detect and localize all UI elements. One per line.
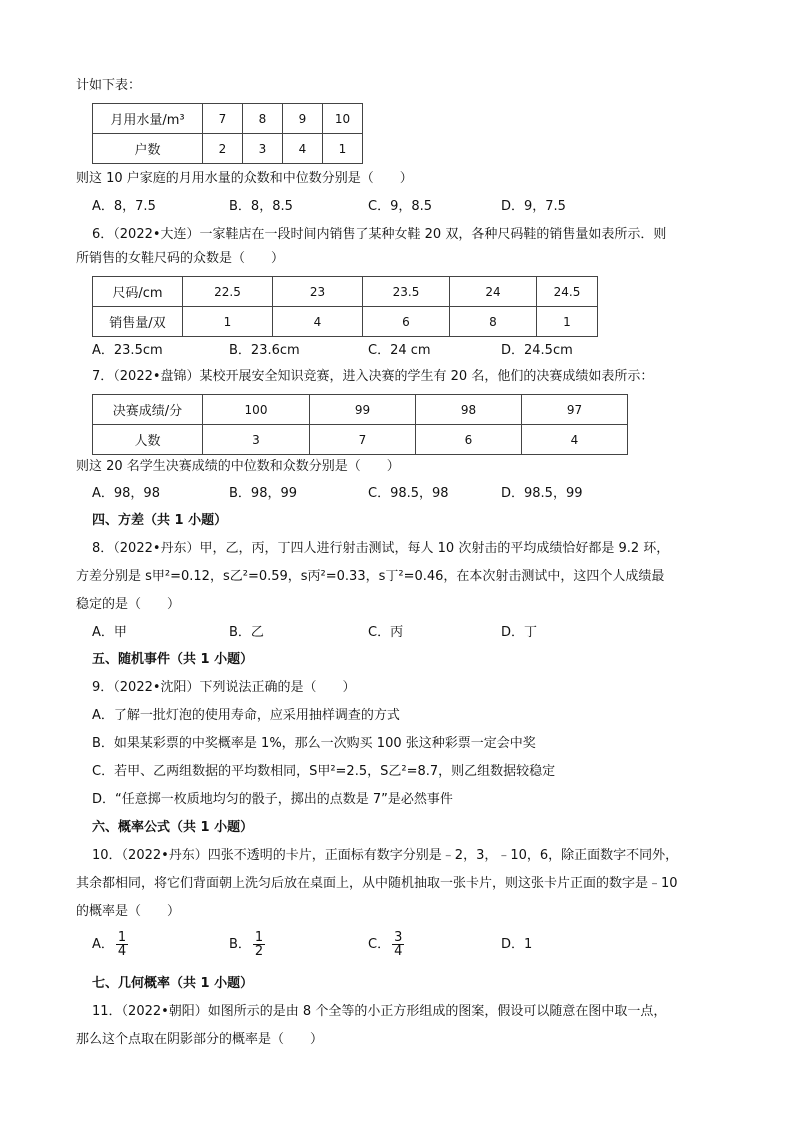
q8-option-c: C．丙 [368,625,404,640]
q10-option-c-label: C． [368,937,391,952]
table1-row-1: 2 [203,134,243,164]
q11-stem-2: 那么这个点取在阴影部分的概率是（ ） [76,1032,324,1047]
section-5-heading: 五、随机事件（共 1 小题） [92,652,254,667]
table1-header-2: 8 [243,104,283,134]
table3-header-3: 98 [416,395,522,425]
table1-header-0: 月用水量/m³ [93,104,203,134]
table1-row-4: 1 [323,134,363,164]
table3-row-2: 7 [310,425,416,455]
table3-row-3: 6 [416,425,522,455]
table2-header-1: 22.5 [183,277,273,307]
section-6-heading: 六、概率公式（共 1 小题） [92,820,254,835]
table2-row-0: 销售量/双 [93,307,183,337]
table2-row-2: 4 [273,307,363,337]
shoe-size-table [92,276,598,337]
q10-option-d: D．1 [501,937,533,952]
table1-header-3: 9 [283,104,323,134]
table2-row-4: 8 [450,307,537,337]
table2-header-2: 23 [273,277,363,307]
table3-row-4: 4 [522,425,628,455]
q10-option-c-fraction [392,931,404,958]
table1-row-3: 4 [283,134,323,164]
table2-header-5: 24.5 [537,277,598,307]
q10-option-c-denominator: 4 [394,944,403,959]
q9-stem: 9．（2022•沈阳）下列说法正确的是（ ） [92,680,356,695]
table2-row-3: 6 [363,307,450,337]
q5-option-d: D．9，7.5 [501,199,566,214]
q10-option-a-label: A． [92,937,114,952]
q10-option-a-fraction [116,931,128,958]
table2-header-0: 尺码/cm [93,277,183,307]
q7-option-b: B．98，99 [229,486,298,501]
table1-header-1: 7 [203,104,243,134]
q10-option-c [368,930,404,960]
q10-option-b-fraction [253,931,265,958]
table2-row-5: 1 [537,307,598,337]
table2-header-3: 23.5 [363,277,450,307]
q10-option-a-numerator: 1 [117,930,127,945]
q7-stem-1: 7．（2022•盘锦）某校开展安全知识竞赛，进入决赛的学生有 20 名，他们的决赛成绩如表所示： [92,369,654,384]
q10-stem-1: 10．（2022•丹东）四张不透明的卡片，正面标有数字分别是﹣2，3，﹣10，6，除正面数字不同外， [92,848,679,863]
q10-option-c-numerator: 3 [394,930,403,945]
table1-header-4: 10 [323,104,363,134]
q5-option-a: A．8，7.5 [92,199,156,214]
table2-row-1: 1 [183,307,273,337]
table3-header-1: 100 [203,395,310,425]
table1-row-2: 3 [243,134,283,164]
q7-stem-2: 则这 20 名学生决赛成绩的中位数和众数分别是（ ） [76,459,400,474]
water-usage-table [92,103,363,164]
q7-option-c: C．98.5，98 [368,486,449,501]
q8-option-a: A．甲 [92,625,127,640]
q10-stem-3: 的概率是（ ） [76,904,181,919]
intro-line: 计如下表： [76,78,142,93]
q8-stem-2: 方差分别是 s甲²=0.12，s乙²=0.59，s丙²=0.33，s丁²=0.46，在本次射击测试中，这四个人成绩最 [76,569,665,584]
q8-stem-3: 稳定的是（ ） [76,597,181,612]
q10-option-b-denominator: 2 [254,944,264,959]
q8-stem-1: 8．（2022•丹东）甲，乙，丙，丁四人进行射击测试，每人 10 次射击的平均成绩恰好都是 9.2 环， [92,541,670,556]
table2-header-4: 24 [450,277,537,307]
q11-stem-1: 11．（2022•朝阳）如图所示的是由 8 个全等的小正方形组成的图案，假设可以随意在图中取一点， [92,1004,667,1019]
q6-option-b: B．23.6cm [229,343,300,358]
q9-option-b: B．如果某彩票的中奖概率是 1%，那么一次购买 100 张这种彩票一定会中奖 [92,736,536,751]
q10-stem-2: 其余都相同，将它们背面朝上洗匀后放在桌面上，从中随机抽取一张卡片，则这张卡片正面的数字是﹣10 [76,876,678,891]
q6-option-c: C．24 cm [368,343,431,358]
q6-option-d: D．24.5cm [501,343,573,358]
table3-header-4: 97 [522,395,628,425]
q6-stem-1: 6．（2022•大连）一家鞋店在一段时间内销售了某种女鞋 20 双，各种尺码鞋的销售量如表所示．则 [92,227,667,242]
q9-option-d: D．“任意掷一枚质地均匀的骰子，掷出的点数是 7”是必然事件 [92,792,453,807]
table3-header-0: 决赛成绩/分 [93,395,203,425]
q10-option-a [92,930,128,960]
section-7-heading: 七、几何概率（共 1 小题） [92,976,254,991]
q10-option-b-numerator: 1 [254,930,264,945]
table3-row-0: 人数 [93,425,203,455]
final-score-table [92,394,628,455]
q9-option-c: C．若甲、乙两组数据的平均数相同，S甲²=2.5，S乙²=8.7，则乙组数据较稳定 [92,764,556,779]
q9-option-a: A．了解一批灯泡的使用寿命，应采用抽样调查的方式 [92,708,400,723]
q10-option-a-denominator: 4 [117,944,127,959]
section-4-heading: 四、方差（共 1 小题） [92,513,228,528]
q8-option-d: D．丁 [501,625,538,640]
q5-stem: 则这 10 户家庭的月用水量的众数和中位数分别是（ ） [76,171,413,186]
q8-option-b: B．乙 [229,625,264,640]
q5-option-c: C．9，8.5 [368,199,433,214]
table1-row-0: 户数 [93,134,203,164]
q10-option-b-label: B． [229,937,251,952]
table3-row-1: 3 [203,425,310,455]
q6-stem-2: 所销售的女鞋尺码的众数是（ ） [76,251,285,266]
q7-option-d: D．98.5，99 [501,486,583,501]
q5-option-b: B．8，8.5 [229,199,293,214]
q10-option-b [229,930,265,960]
table3-header-2: 99 [310,395,416,425]
q6-option-a: A．23.5cm [92,343,163,358]
q7-option-a: A．98，98 [92,486,160,501]
